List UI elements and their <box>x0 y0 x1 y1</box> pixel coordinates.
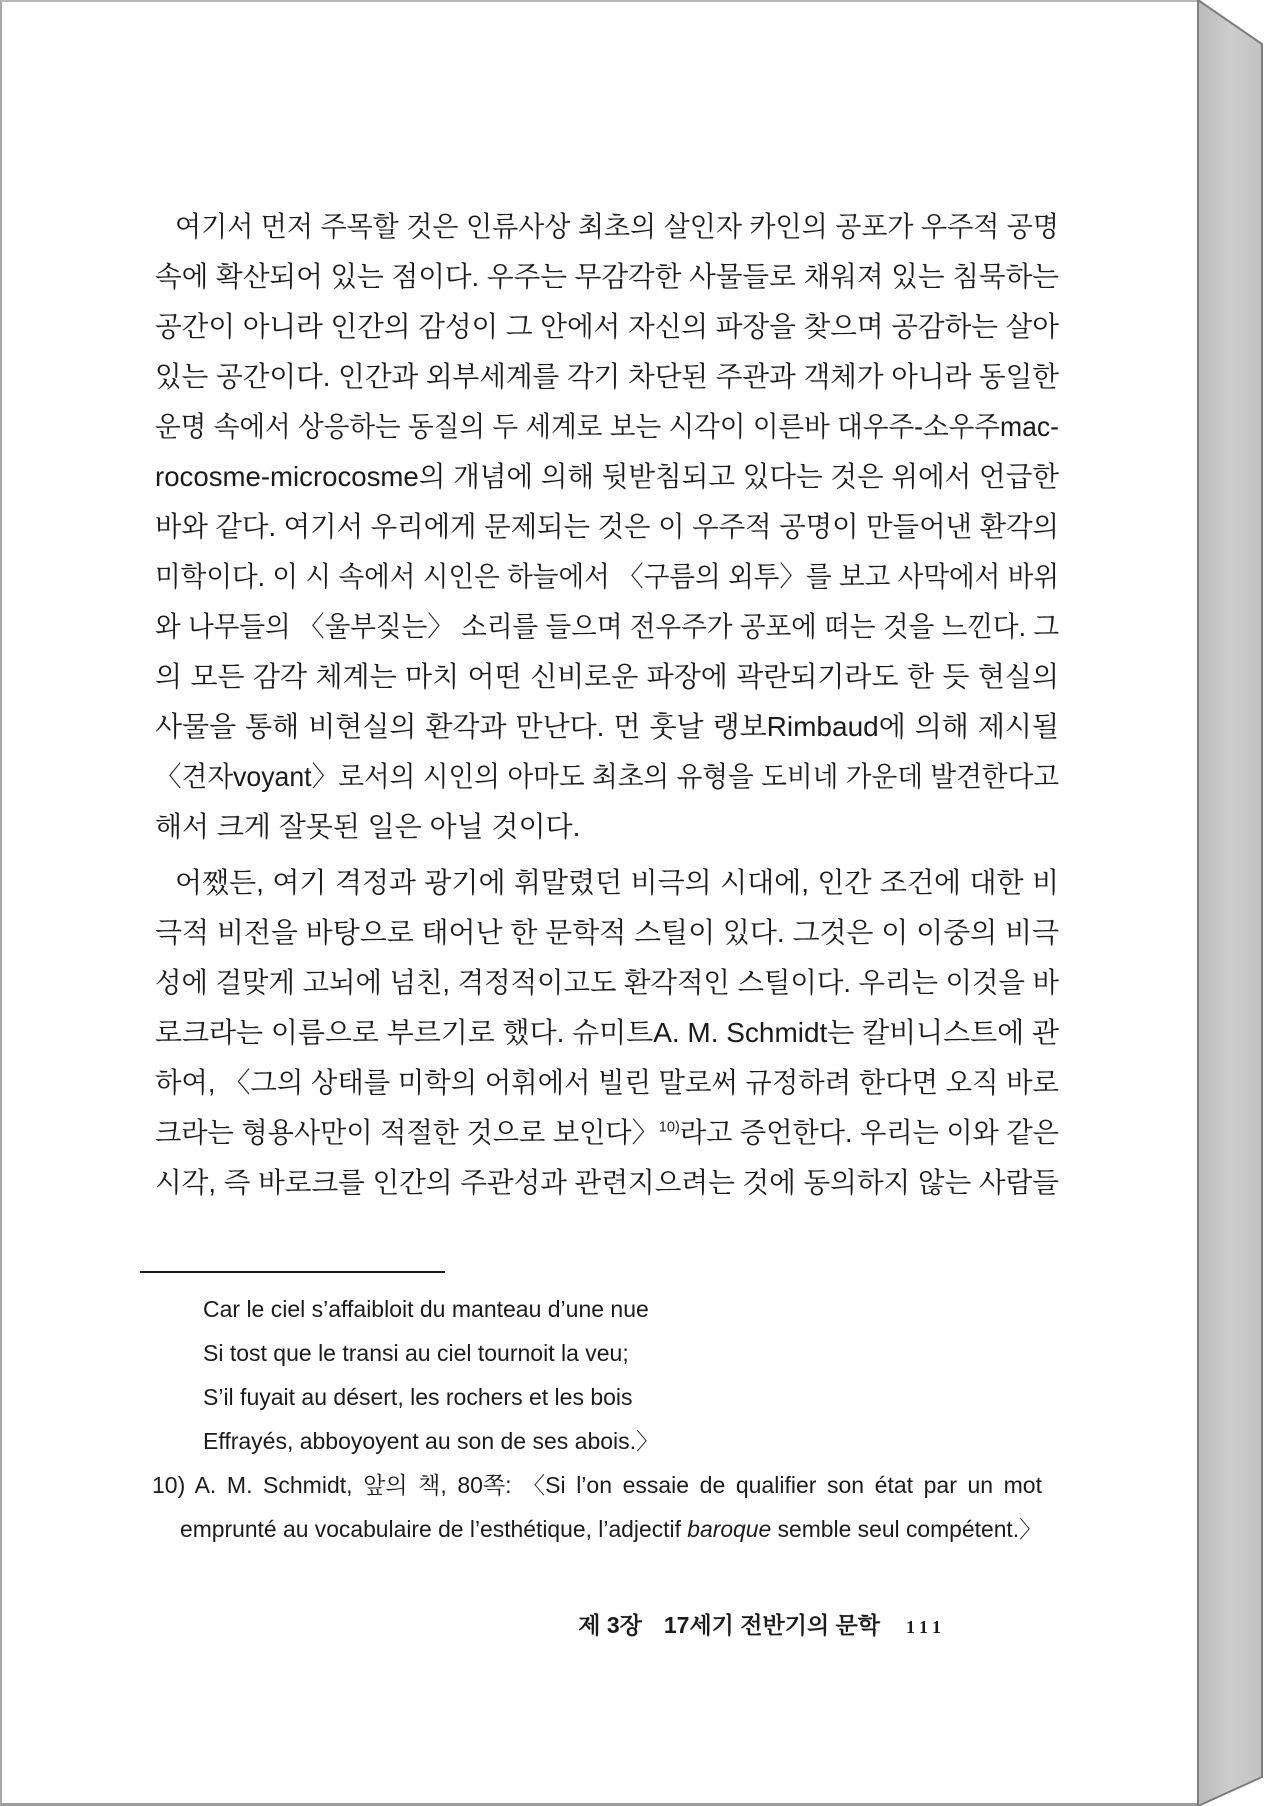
body-line <box>155 352 1059 402</box>
body-line-text: 속에 확산되어 있는 점이다. 우주는 무감각한 사물들로 채워져 있는 침묵하는 <box>155 261 1059 292</box>
footnote-reference: 10) <box>658 1118 680 1136</box>
body-line <box>155 502 1059 552</box>
paragraph-2 <box>155 858 1059 1208</box>
verse-line-text: S’il fuyait au désert, les rochers et les bois <box>203 1384 633 1410</box>
body-line-text: 사물을 통해 비현실의 환각과 만난다. 먼 훗날 랭보Rimbaud에 의해 제시될 <box>155 711 1059 742</box>
body-line <box>155 958 1059 1008</box>
body-line <box>155 252 1059 302</box>
footnote-text: emprunté au vocabulaire de l’esthétique, l’adjectif <box>180 1516 681 1542</box>
body-line <box>155 908 1059 958</box>
body-line <box>155 402 1059 452</box>
footnote-10 <box>152 1463 1042 1551</box>
verse-line <box>203 1287 1063 1331</box>
body-line-text: 미학이다. 이 시 속에서 시인은 하늘에서 〈구름의 외투〉를 보고 사막에서 바위 <box>155 561 1059 592</box>
body-line <box>155 1108 1059 1158</box>
body-line <box>155 1058 1059 1108</box>
body-line <box>155 1008 1059 1058</box>
body-line-text: 와 나무들의 〈울부짖는〉 소리를 들으며 전우주가 공포에 떠는 것을 느낀다. 그 <box>155 611 1059 642</box>
body-line-text: 시각, 즉 바로크를 인간의 주관성과 관련지으려는 것에 동의하지 않는 사람들 <box>155 1167 1059 1198</box>
chapter-number: 제 3장 <box>578 1612 642 1638</box>
body-line <box>155 858 1059 908</box>
body-line <box>155 802 1059 852</box>
body-line-segment: 크라는 형용사만이 적절한 것으로 보인다〉 <box>155 1117 659 1148</box>
body-line-text: 〈견자voyant〉로서의 시인의 아마도 최초의 유형을 도비네 가운데 발견한다고 <box>155 761 1059 792</box>
body-line-text: 어쨌든, 여기 격정과 광기에 휘말렸던 비극의 시대에, 인간 조건에 대한 비 <box>175 867 1059 898</box>
verse-line <box>203 1419 1063 1463</box>
verse-line <box>203 1375 1063 1419</box>
chapter-title: 17세기 전반기의 문학 <box>663 1612 880 1638</box>
body-line <box>155 602 1059 652</box>
body-line <box>155 652 1059 702</box>
book-edge <box>1196 0 1283 1806</box>
body-line-text: 해서 크게 잘못된 일은 아닐 것이다. <box>155 811 581 842</box>
verse-line-text: Effrayés, abboyoyent au son de ses abois.〉 <box>203 1428 660 1454</box>
body-line <box>155 552 1059 602</box>
body-line-text: 극적 비전을 바탕으로 태어난 한 문학적 스틸이 있다. 그것은 이 이중의 비극 <box>155 917 1059 948</box>
footnote-marker: 10) <box>152 1472 186 1498</box>
running-footer <box>578 1610 946 1640</box>
body-line-text: 의 모든 감각 체계는 마치 어떤 신비로운 파장에 곽란되기라도 한 듯 현실의 <box>155 661 1059 692</box>
page-number: 111 <box>905 1617 946 1637</box>
footnote-separator <box>140 1271 445 1273</box>
body-line <box>155 452 1059 502</box>
footnote-line-text <box>152 1463 1042 1507</box>
footnote-line-text <box>180 1507 1042 1551</box>
body-line-text: 성에 걸맞게 고뇌에 넘친, 격정적이고도 환각적인 스틸이다. 우리는 이것을 바 <box>155 967 1059 998</box>
body-line <box>155 752 1059 802</box>
body-line-text: 하여, 〈그의 상태를 미학의 어휘에서 빌린 말로써 규정하려 한다면 오직 바로 <box>155 1067 1059 1098</box>
body-line-text: 있는 공간이다. 인간과 외부세계를 각기 차단된 주관과 객체가 아니라 동일한 <box>155 361 1059 392</box>
verse-line-text: Car le ciel s’affaibloit du manteau d’une nue <box>203 1296 649 1322</box>
body-line-text: 바와 같다. 여기서 우리에게 문제되는 것은 이 우주적 공명이 만들어낸 환각의 <box>155 511 1059 542</box>
body-line-text: 공간이 아니라 인간의 감성이 그 안에서 자신의 파장을 찾으며 공감하는 살아 <box>155 311 1059 342</box>
paragraph-1 <box>155 202 1059 852</box>
body-line-segment: 라고 증언한다. 우리는 이와 같은 <box>679 1117 1059 1148</box>
body-line <box>155 202 1059 252</box>
body-line-text <box>155 1108 1059 1158</box>
verse-line <box>203 1331 1063 1375</box>
body-line <box>155 702 1059 752</box>
footnote-verse <box>203 1287 1063 1463</box>
footnote-italic-term: baroque <box>687 1516 772 1542</box>
body-line-text: 여기서 먼저 주목할 것은 인류사상 최초의 살인자 카인의 공포가 우주적 공명 <box>175 211 1059 242</box>
footnote-line <box>152 1507 1042 1551</box>
verse-line-text: Si tost que le transi au ciel tournoit la veu; <box>203 1340 629 1366</box>
body-line <box>155 1158 1059 1208</box>
footnote-text: A. M. Schmidt, 앞의 책, 80쪽: 〈Si l’on essaie de qualifier son état par un mot <box>194 1472 1042 1498</box>
footnote-line <box>152 1463 1042 1507</box>
book-edge-face <box>1198 0 1262 1806</box>
body-line-text: 운명 속에서 상응하는 동질의 두 세계로 보는 시각이 이른바 대우주-소우주mac- <box>155 411 1059 442</box>
footnote-text: semble seul compétent.〉 <box>777 1516 1042 1542</box>
body-line <box>155 302 1059 352</box>
body-line-text: 로크라는 이름으로 부르기로 했다. 슈미트A. M. Schmidt는 칼비니스트에 관 <box>155 1017 1059 1048</box>
body-line-text: rocosme-microcosme의 개념에 의해 뒷받침되고 있다는 것은 위에서 언급한 <box>155 461 1059 492</box>
